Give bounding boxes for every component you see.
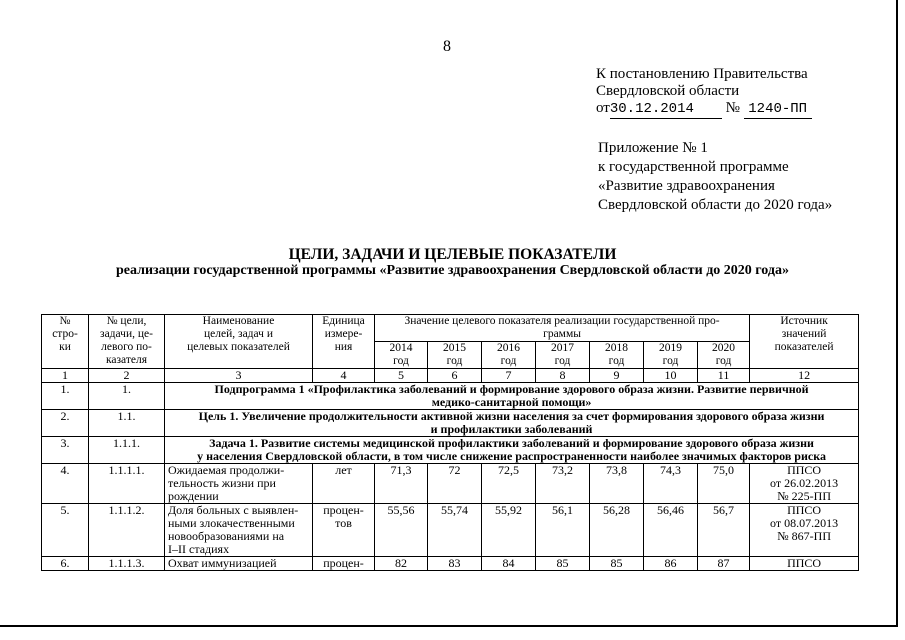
indicator-source: ППСО от 26.02.2013 № 225-ПП bbox=[750, 464, 859, 504]
value-2018: 56,28 bbox=[590, 504, 644, 557]
header-year-2014: 2014 год bbox=[375, 342, 428, 369]
indicator-row bbox=[42, 557, 859, 571]
approval-block bbox=[596, 66, 812, 119]
row-code: 1.1. bbox=[89, 410, 165, 437]
row-code: 1.1.1.2. bbox=[89, 504, 165, 557]
row-number: 4. bbox=[42, 464, 89, 504]
header-code: № цели, задачи, це- левого по- казателя bbox=[89, 315, 165, 369]
appendix-line-4: Свердловской области до 2020 года» bbox=[598, 197, 833, 213]
column-number: 4 bbox=[313, 369, 375, 383]
value-2018: 73,8 bbox=[590, 464, 644, 504]
value-2019: 74,3 bbox=[644, 464, 698, 504]
column-number: 11 bbox=[698, 369, 750, 383]
indicator-name: Охват иммунизацией bbox=[165, 557, 313, 571]
section-row-goal bbox=[42, 410, 859, 437]
column-number: 8 bbox=[536, 369, 590, 383]
header-year-2017: 2017 год bbox=[536, 342, 590, 369]
header-unit: Единица измере- ния bbox=[313, 315, 375, 369]
row-number: 2. bbox=[42, 410, 89, 437]
value-2020: 56,7 bbox=[698, 504, 750, 557]
approval-date: 30.12.2014 bbox=[610, 101, 722, 119]
value-2019: 56,46 bbox=[644, 504, 698, 557]
column-number: 10 bbox=[644, 369, 698, 383]
appendix-line-1: Приложение № 1 bbox=[598, 140, 708, 156]
approval-number: 1240-ПП bbox=[744, 101, 812, 119]
value-2019: 86 bbox=[644, 557, 698, 571]
value-2015: 72 bbox=[428, 464, 482, 504]
header-year-2015: 2015 год bbox=[428, 342, 482, 369]
row-code: 1.1.1. bbox=[89, 437, 165, 464]
header-year-2016: 2016 год bbox=[482, 342, 536, 369]
header-source: Источник значений показателей bbox=[750, 315, 859, 369]
header-values-group: Значение целевого показателя реализации государственной про- граммы bbox=[375, 315, 750, 342]
indicator-row bbox=[42, 464, 859, 504]
value-2017: 73,2 bbox=[536, 464, 590, 504]
column-number: 2 bbox=[89, 369, 165, 383]
value-2016: 72,5 bbox=[482, 464, 536, 504]
appendix-line-3: «Развитие здравоохранения bbox=[598, 178, 775, 194]
indicator-unit: процен- тов bbox=[313, 504, 375, 557]
appendix-line-2: к государственной программе bbox=[598, 159, 789, 175]
column-number: 7 bbox=[482, 369, 536, 383]
approval-line-1: К постановлению Правительства bbox=[596, 66, 808, 82]
appendix-block bbox=[598, 139, 832, 215]
value-2015: 55,74 bbox=[428, 504, 482, 557]
indicator-row bbox=[42, 504, 859, 557]
indicator-name: Доля больных с выявлен- ными злокачественными новообразованиями на I–II стадиях bbox=[165, 504, 313, 557]
value-2017: 56,1 bbox=[536, 504, 590, 557]
from-label: от bbox=[596, 100, 610, 116]
row-number: 6. bbox=[42, 557, 89, 571]
header-row bbox=[42, 315, 859, 342]
section-row-subprogram bbox=[42, 383, 859, 410]
value-2020: 87 bbox=[698, 557, 750, 571]
column-number: 6 bbox=[428, 369, 482, 383]
indicator-source: ППСО bbox=[750, 557, 859, 571]
page-number: 8 bbox=[443, 38, 451, 55]
column-number: 12 bbox=[750, 369, 859, 383]
section-title: Задача 1. Развитие системы медицинской профилактики заболеваний и формирование здорового образа жизни у населения Свердловской области, в том числе снижение распространенности наиболее значимых факторов риска bbox=[165, 437, 859, 464]
header-year-2018: 2018 год bbox=[590, 342, 644, 369]
document-subtitle: реализации государственной программы «Развитие здравоохранения Свердловской области до 2020 года» bbox=[116, 263, 789, 278]
column-number: 3 bbox=[165, 369, 313, 383]
header-year-2019: 2019 год bbox=[644, 342, 698, 369]
indicator-unit: процен- bbox=[313, 557, 375, 571]
row-number: 1. bbox=[42, 383, 89, 410]
value-2014: 82 bbox=[375, 557, 428, 571]
row-code: 1.1.1.1. bbox=[89, 464, 165, 504]
indicator-source: ППСО от 08.07.2013 № 867-ПП bbox=[750, 504, 859, 557]
row-code: 1. bbox=[89, 383, 165, 410]
column-number: 9 bbox=[590, 369, 644, 383]
value-2016: 84 bbox=[482, 557, 536, 571]
column-number: 1 bbox=[42, 369, 89, 383]
value-2015: 83 bbox=[428, 557, 482, 571]
goals-table bbox=[41, 314, 859, 571]
indicator-unit: лет bbox=[313, 464, 375, 504]
column-numbers-row bbox=[42, 369, 859, 383]
row-code: 1.1.1.3. bbox=[89, 557, 165, 571]
row-number: 3. bbox=[42, 437, 89, 464]
value-2014: 71,3 bbox=[375, 464, 428, 504]
section-title: Подпрограмма 1 «Профилактика заболеваний и формирование здорового образа жизни. Развитие первичной медико-санитарной помощи» bbox=[165, 383, 859, 410]
value-2014: 55,56 bbox=[375, 504, 428, 557]
document-title: ЦЕЛИ, ЗАДАЧИ И ЦЕЛЕВЫЕ ПОКАЗАТЕЛИ bbox=[288, 246, 617, 263]
number-label: № bbox=[725, 100, 740, 116]
approval-line-2: Свердловской области bbox=[596, 83, 740, 99]
value-2017: 85 bbox=[536, 557, 590, 571]
value-2020: 75,0 bbox=[698, 464, 750, 504]
row-number: 5. bbox=[42, 504, 89, 557]
header-name: Наименование целей, задач и целевых показателей bbox=[165, 315, 313, 369]
header-year-2020: 2020 год bbox=[698, 342, 750, 369]
section-row-task bbox=[42, 437, 859, 464]
header-row-number: № стро- ки bbox=[42, 315, 89, 369]
column-number: 5 bbox=[375, 369, 428, 383]
value-2016: 55,92 bbox=[482, 504, 536, 557]
approval-date-line bbox=[596, 100, 812, 119]
indicator-name: Ожидаемая продолжи- тельность жизни при рождении bbox=[165, 464, 313, 504]
section-title: Цель 1. Увеличение продолжительности активной жизни населения за счет формирования здорового образа жизни и профилактики заболеваний bbox=[165, 410, 859, 437]
value-2018: 85 bbox=[590, 557, 644, 571]
